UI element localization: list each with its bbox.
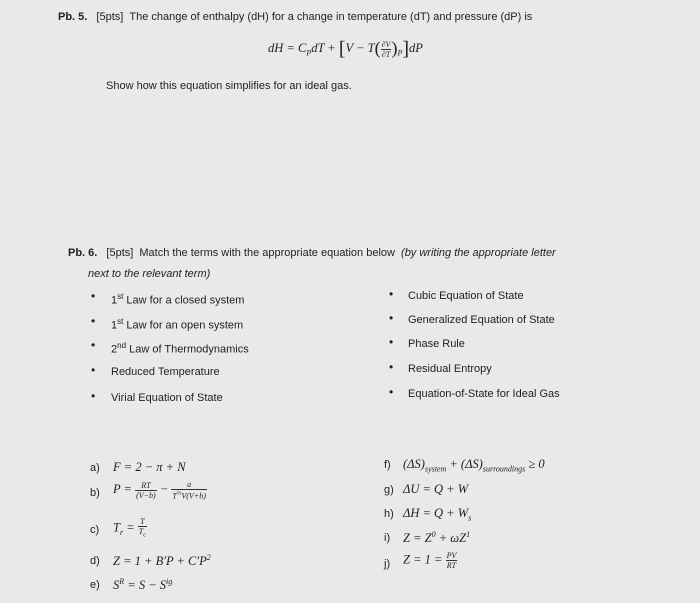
pb6-points: [5pts] [106,247,134,259]
eq-d-letter: d) [90,555,100,567]
eq-c-letter: c) [90,524,100,536]
bullet-icon: • [389,360,394,374]
right-term-1: Cubic Equation of State [408,290,524,302]
pb6-text-line2: next to the relevant term) [88,268,211,280]
right-term-4: Residual Entropy [408,363,492,375]
eq-h: $\Delta H = Q + W_s$ [403,506,472,523]
eq-f: $(\Delta S)_{system} + (\Delta S)_{surroundings} \ge 0$ [403,457,545,474]
eq-i: $Z = Z^0 + \omega Z^1$ [403,530,471,546]
bullet-icon: • [389,385,394,399]
eq-a: F = 2 − π + N [113,460,186,474]
eq-i-letter: i) [384,532,391,544]
right-term-3: Phase Rule [408,338,465,350]
bullet-icon: • [389,287,394,301]
right-term-5: Equation-of-State for Ideal Gas [408,388,560,400]
pb5-text: The change of enthalpy (dH) for a change in temperature (dT) and pressure (dP) is [129,11,533,23]
bullet-icon: • [389,335,394,349]
eq-f-letter: f) [384,459,391,471]
eq-j-letter: j) [384,558,391,570]
left-term-2: 1st Law for an open system [111,317,244,332]
bullet-icon: • [91,314,96,328]
left-term-4: Reduced Temperature [111,366,220,378]
eq-a-letter: a) [90,462,100,474]
pb6-text-italic: (by writing the appropriate letter [401,247,556,259]
pb6-header [68,247,556,259]
eq-h-letter: h) [384,508,394,520]
left-term-3: 2nd Law of Thermodynamics [111,341,249,356]
eq-d: $Z = 1 + B'P + C'P^2$ [113,553,211,569]
eq-e: $S^R = S - S^{ig}$ [113,577,173,593]
eq-c: $T_r$ = $\frac{T}{T_c}$ [113,517,146,539]
pb5-header [58,11,532,23]
eq-b: P = $\frac{RT}{(V-b)}$ − $\frac{a}{T^{\frac{1}{2}}V(V+b)}$ [113,480,206,501]
pb5-label: Pb. 5. [58,11,88,23]
eq-g: ΔU = Q + W [403,482,469,496]
right-term-2: Generalized Equation of State [408,314,555,326]
bullet-icon: • [91,338,96,352]
eq-g-letter: g) [384,484,394,496]
bullet-icon: • [91,289,96,303]
eq-j: Z = 1 = $\frac{PV}{RT}$ [403,551,457,570]
eq-e-letter: e) [90,579,100,591]
bullet-icon: • [389,311,394,325]
pb5-points: [5pts] [96,11,124,23]
pb6-text: Match the terms with the appropriate equation below [139,247,395,259]
left-term-1: 1st Law for a closed system [111,292,245,307]
bullet-icon: • [91,363,96,377]
pb5-instruction: Show how this equation simplifies for an ideal gas. [106,80,352,92]
bullet-icon: • [91,389,96,403]
eq-b-letter: b) [90,487,100,499]
pb6-label: Pb. 6. [68,247,98,259]
left-term-5: Virial Equation of State [111,392,223,404]
pb5-equation: dH = $C_PdT + [V - T$( $\frac{\partial V}{\partial T}$ )$_P]dP$ [268,38,423,60]
